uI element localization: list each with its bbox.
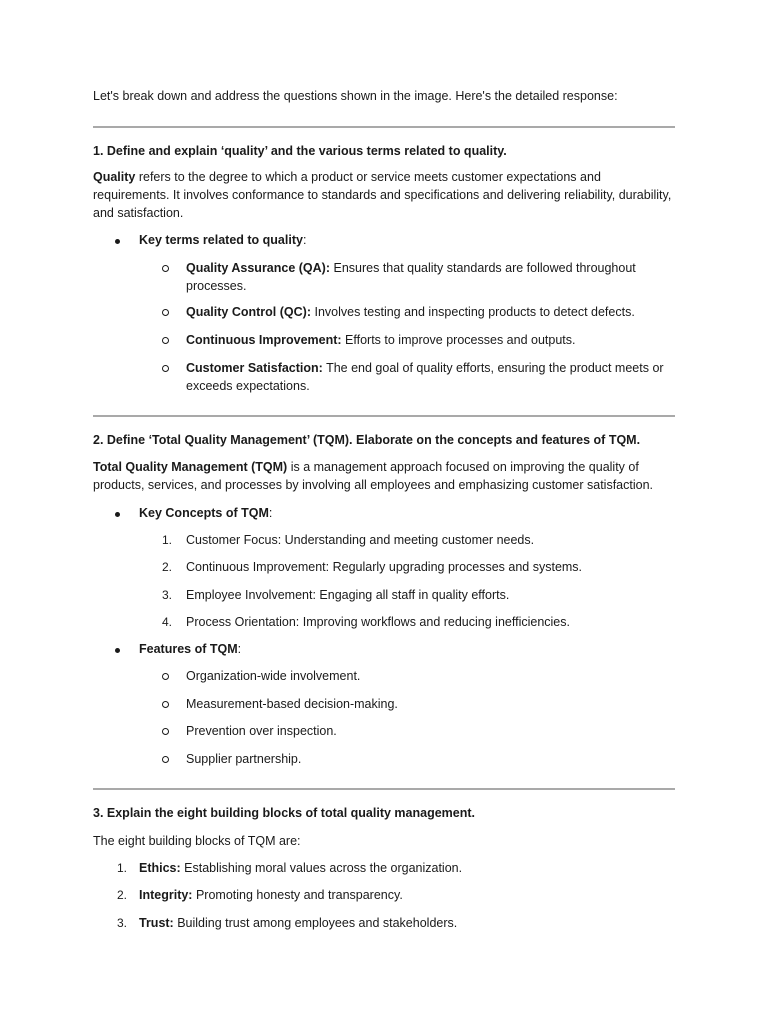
bullet-disc-icon	[115, 239, 120, 244]
bullet-disc-icon	[115, 648, 120, 653]
item-term: Quality Control (QC):	[186, 305, 311, 319]
bullet-label: Key terms related to quality	[139, 233, 303, 247]
bullet-colon: :	[302, 233, 307, 247]
quality-term: Quality	[93, 170, 136, 184]
quality-definition: refers to the degree to which a product or service meets customer expectations and requirements. It involves conformance to standards and specifications and delivering reliability, durability, and satisfaction.	[93, 170, 672, 220]
item-text: Building trust among employees and stakeholders.	[173, 916, 458, 930]
item-term: Integrity:	[139, 888, 193, 902]
list-number: 2.	[117, 888, 128, 902]
section-1-paragraph	[93, 168, 675, 222]
bullet-colon: :	[237, 642, 242, 656]
item-text: Process Orientation: Improving workflows and reducing inefficiencies.	[186, 615, 570, 629]
item-text: Prevention over inspection.	[186, 724, 337, 738]
item-text: Organization-wide involvement.	[186, 669, 361, 683]
section-2-heading: 2. Define ‘Total Quality Management’ (TQM). Elaborate on the concepts and features of TQM.	[93, 433, 641, 447]
section-1-heading: 1. Define and explain ‘quality’ and the various terms related to quality.	[93, 144, 507, 158]
section-divider	[93, 126, 675, 128]
item-term: Quality Assurance (QA):	[186, 261, 331, 275]
bullet-circle-icon	[162, 365, 169, 372]
list-number: 1.	[117, 861, 128, 875]
bullet-circle-icon	[162, 756, 169, 763]
list-number: 4.	[162, 615, 173, 629]
bullet-label: Features of TQM	[139, 642, 238, 656]
item-term: Continuous Improvement:	[186, 333, 342, 347]
section-3-heading: 3. Explain the eight building blocks of total quality management.	[93, 806, 475, 820]
bullet-circle-icon	[162, 337, 169, 344]
item-text: Involves testing and inspecting products to detect defects.	[311, 305, 635, 319]
bullet-disc-icon	[115, 512, 120, 517]
list-number: 2.	[162, 560, 173, 574]
item-text: Employee Involvement: Engaging all staff in quality efforts.	[186, 588, 510, 602]
bullet-circle-icon	[162, 701, 169, 708]
item-text: Measurement-based decision-making.	[186, 697, 398, 711]
list-number: 3.	[162, 588, 173, 602]
list-number: 1.	[162, 533, 173, 547]
bullet-circle-icon	[162, 309, 169, 316]
item-text: The end goal of quality efforts, ensuring the product meets or exceeds expectations.	[186, 361, 664, 393]
tqm-definition: is a management approach focused on improving the quality of products, services, and processes by involving all employees and emphasizing customer satisfaction.	[93, 460, 653, 492]
section-divider	[93, 788, 675, 790]
bullet-circle-icon	[162, 265, 169, 272]
item-term: Trust:	[139, 916, 174, 930]
section-2-paragraph	[93, 458, 675, 494]
bullet-colon: :	[268, 506, 273, 520]
bullet-circle-icon	[162, 673, 169, 680]
item-text: Ensures that quality standards are followed throughout processes.	[186, 261, 636, 293]
intro-text: Let's break down and address the questions shown in the image. Here's the detailed response:	[93, 89, 618, 103]
item-text: Establishing moral values across the organization.	[180, 861, 463, 875]
section-3-lead: The eight building blocks of TQM are:	[93, 834, 301, 848]
item-text: Customer Focus: Understanding and meeting customer needs.	[186, 533, 535, 547]
list-number: 3.	[117, 916, 128, 930]
tqm-term: Total Quality Management (TQM)	[93, 460, 288, 474]
bullet-label: Key Concepts of TQM	[139, 506, 269, 520]
item-term: Customer Satisfaction:	[186, 361, 323, 375]
bullet-circle-icon	[162, 728, 169, 735]
item-text: Continuous Improvement: Regularly upgrading processes and systems.	[186, 560, 583, 574]
section-divider	[93, 415, 675, 417]
item-text: Promoting honesty and transparency.	[192, 888, 403, 902]
item-text: Supplier partnership.	[186, 752, 302, 766]
item-text: Efforts to improve processes and outputs.	[341, 333, 576, 347]
item-term: Ethics:	[139, 861, 181, 875]
